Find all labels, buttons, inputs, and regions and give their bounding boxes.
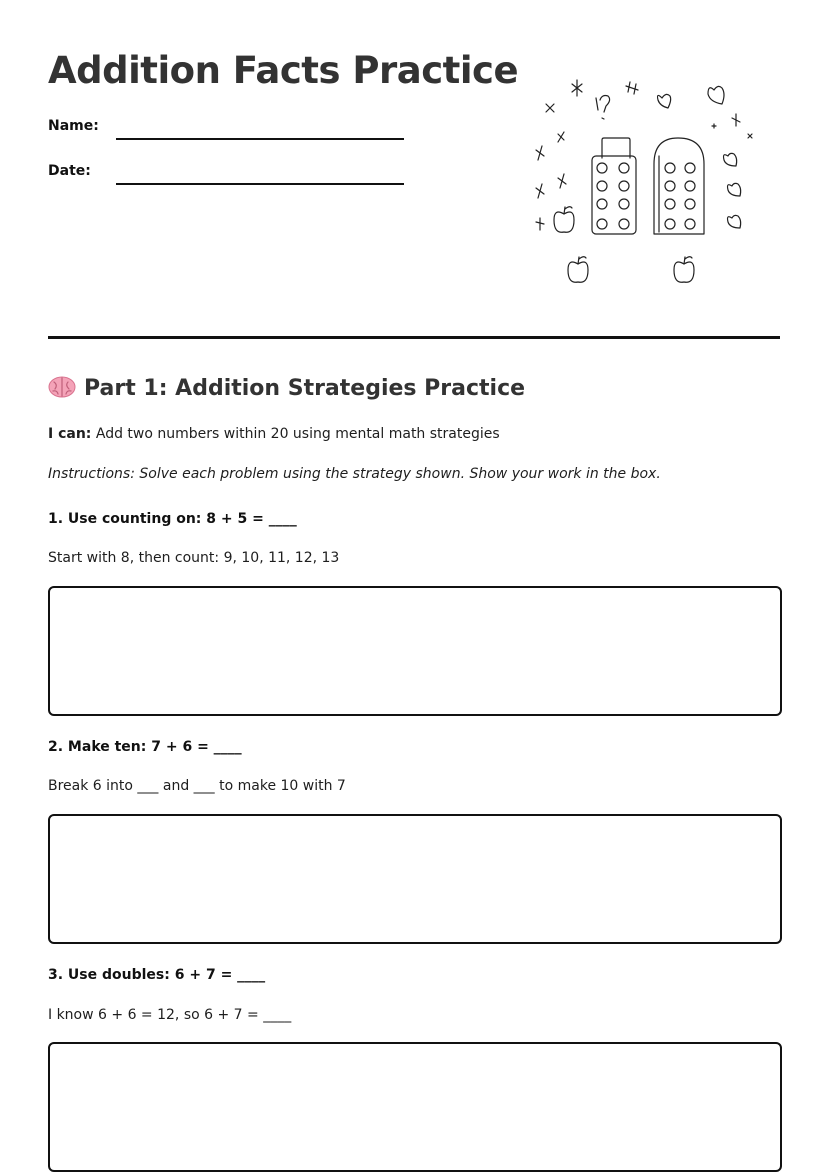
problem-3-question: 3. Use doubles: 6 + 7 = ____ bbox=[48, 967, 266, 983]
date-label: Date: bbox=[48, 163, 91, 179]
math-doodle-illustration bbox=[528, 74, 760, 294]
apple-icon bbox=[554, 207, 574, 233]
name-label: Name: bbox=[48, 118, 99, 134]
date-line bbox=[116, 183, 404, 185]
problem-2-work-box[interactable] bbox=[48, 814, 782, 944]
header-divider bbox=[48, 336, 780, 339]
ten-frame-icon bbox=[654, 138, 704, 234]
apple-icon bbox=[674, 257, 694, 283]
apple-icon bbox=[568, 257, 588, 283]
i-can-label: I can: bbox=[48, 426, 92, 442]
ten-frame-icon bbox=[592, 138, 636, 234]
problem-3-work-box[interactable] bbox=[48, 1042, 782, 1172]
problem-2-hint: Break 6 into ___ and ___ to make 10 with 7 bbox=[48, 778, 346, 794]
name-line bbox=[116, 138, 404, 140]
heart-icon bbox=[658, 86, 741, 228]
problem-1-question: 1. Use counting on: 8 + 5 = ____ bbox=[48, 511, 297, 527]
instructions: Instructions: Solve each problem using the strategy shown. Show your work in the box. bbox=[48, 466, 661, 482]
question-mark-icon bbox=[596, 96, 610, 120]
i-can-statement bbox=[48, 425, 500, 443]
i-can-text: Add two numbers within 20 using mental math strategies bbox=[91, 426, 500, 442]
page-title: Addition Facts Practice bbox=[48, 49, 519, 92]
problem-2-question: 2. Make ten: 7 + 6 = ____ bbox=[48, 739, 242, 755]
section-title-text: Part 1: Addition Strategies Practice bbox=[84, 376, 526, 401]
problem-3-hint: I know 6 + 6 = 12, so 6 + 7 = ____ bbox=[48, 1007, 292, 1023]
section-title bbox=[48, 374, 525, 404]
brain-icon bbox=[48, 376, 76, 398]
problem-1-work-box[interactable] bbox=[48, 586, 782, 716]
problem-1-hint: Start with 8, then count: 9, 10, 11, 12, 13 bbox=[48, 550, 340, 566]
